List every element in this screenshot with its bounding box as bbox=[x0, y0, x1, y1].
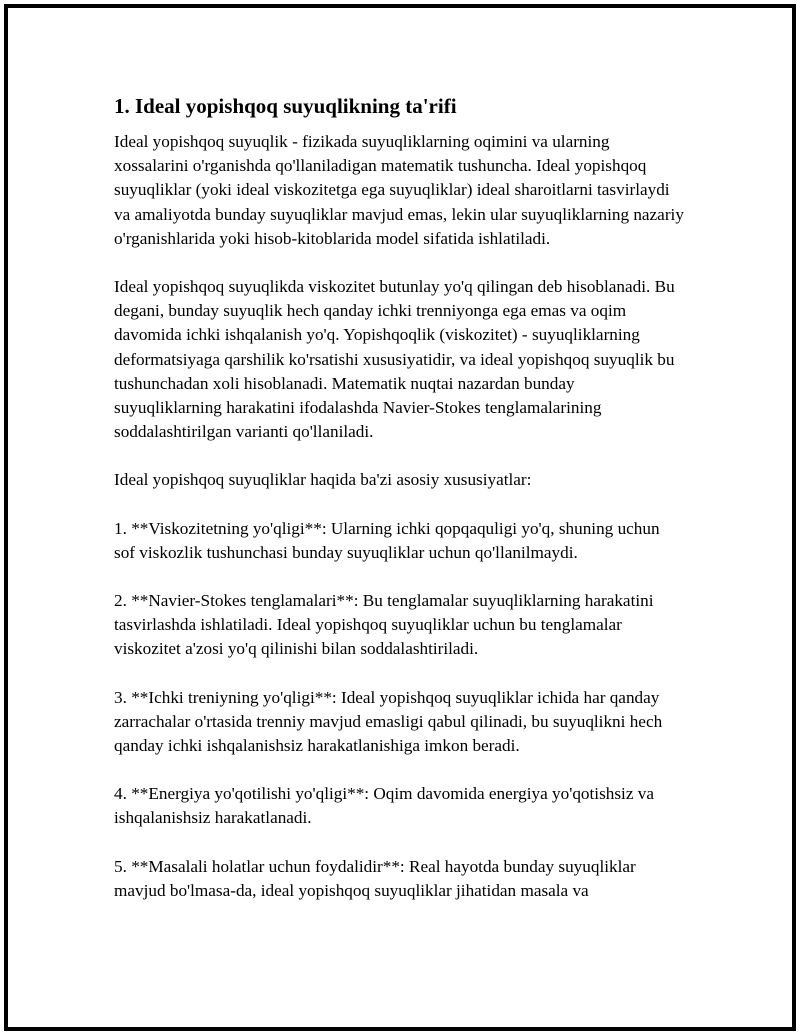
section-heading: 1. Ideal yopishqoq suyuqlikning ta'rifi bbox=[114, 94, 457, 118]
list-item-3: 3. **Ichki treniyning yo'qligi**: Ideal yopishqoq suyuqliklar ichida har qanday zarrachalar o'rtasida trenniy mavjud emasligi qabul qilinadi, bu suyuqlikni hech qanday ichki ishqalanishsiz harakatlanishiga imkon beradi. bbox=[114, 687, 663, 756]
list-item-5: 5. **Masalali holatlar uchun foydalidir**: Real hayotda bunday suyuqliklar mavjud bo'lmasa-da, ideal yopishqoq suyuqliklar jihatidan masala va bbox=[114, 856, 636, 900]
list-item-4: 4. **Energiya yo'qotilishi yo'qligi**: Oqim davomida energiya yo'qotishsiz va ishqalanishsiz harakatlanadi. bbox=[114, 784, 654, 828]
list-item-2: 2. **Navier-Stokes tenglamalari**: Bu tenglamalar suyuqliklarning harakatini tasvirlashda ishlatiladi. Ideal yopishqoq suyuqliklar uchun bu tenglamalar viskozitet a'zosi yo'q qilinishi bilan soddalashtiriladi. bbox=[114, 591, 654, 659]
document-body bbox=[114, 92, 684, 927]
paragraph-viscosity: Ideal yopishqoq suyuqlikda viskozitet butunlay yo'q qilingan deb hisoblanadi. Bu degani, bunday suyuqlik hech qanday ichki trenniyonga ega emas va oqim davomida ichki ishqalanish yo'q. Yopishqoqlik (viskozitet) - suyuqliklarning deformatsiyaga qarshilik ko'rsatishi xususiyatidir, va ideal yopishqoq suyuqlik bu tushunchadan xoli hisoblanadi. Matematik nuqtai nazardan bunday suyuqliklarning harakatini ifodalashda Navier-Stokes tenglamalarining soddalashtirilgan varianti qo'llaniladi. bbox=[114, 277, 675, 442]
paragraph-properties-intro: Ideal yopishqoq suyuqliklar haqida ba'zi asosiy xususiyatlar: bbox=[114, 470, 532, 490]
list-item-1: 1. **Viskozitetning yo'qligi**: Ularning ichki qopqaquligi yo'q, shuning uchun sof viskozlik tushunchasi bunday suyuqliklar uchun qo'llanilmaydi. bbox=[114, 518, 660, 562]
paragraph-definition: Ideal yopishqoq suyuqlik - fizikada suyuqliklarning oqimini va ularning xossalarini o'rganishda qo'llaniladigan matematik tushuncha. Ideal yopishqoq suyuqliklar (yoki ideal viskozitetga ega suyuqliklar) ideal sharoitlarni tasvirlaydi va amaliyotda bunday suyuqliklar mavjud emas, lekin ular suyuqliklarning nazariy o'rganishlarida yoki hisob-kitoblarida model sifatida ishlatiladi. bbox=[114, 132, 684, 248]
